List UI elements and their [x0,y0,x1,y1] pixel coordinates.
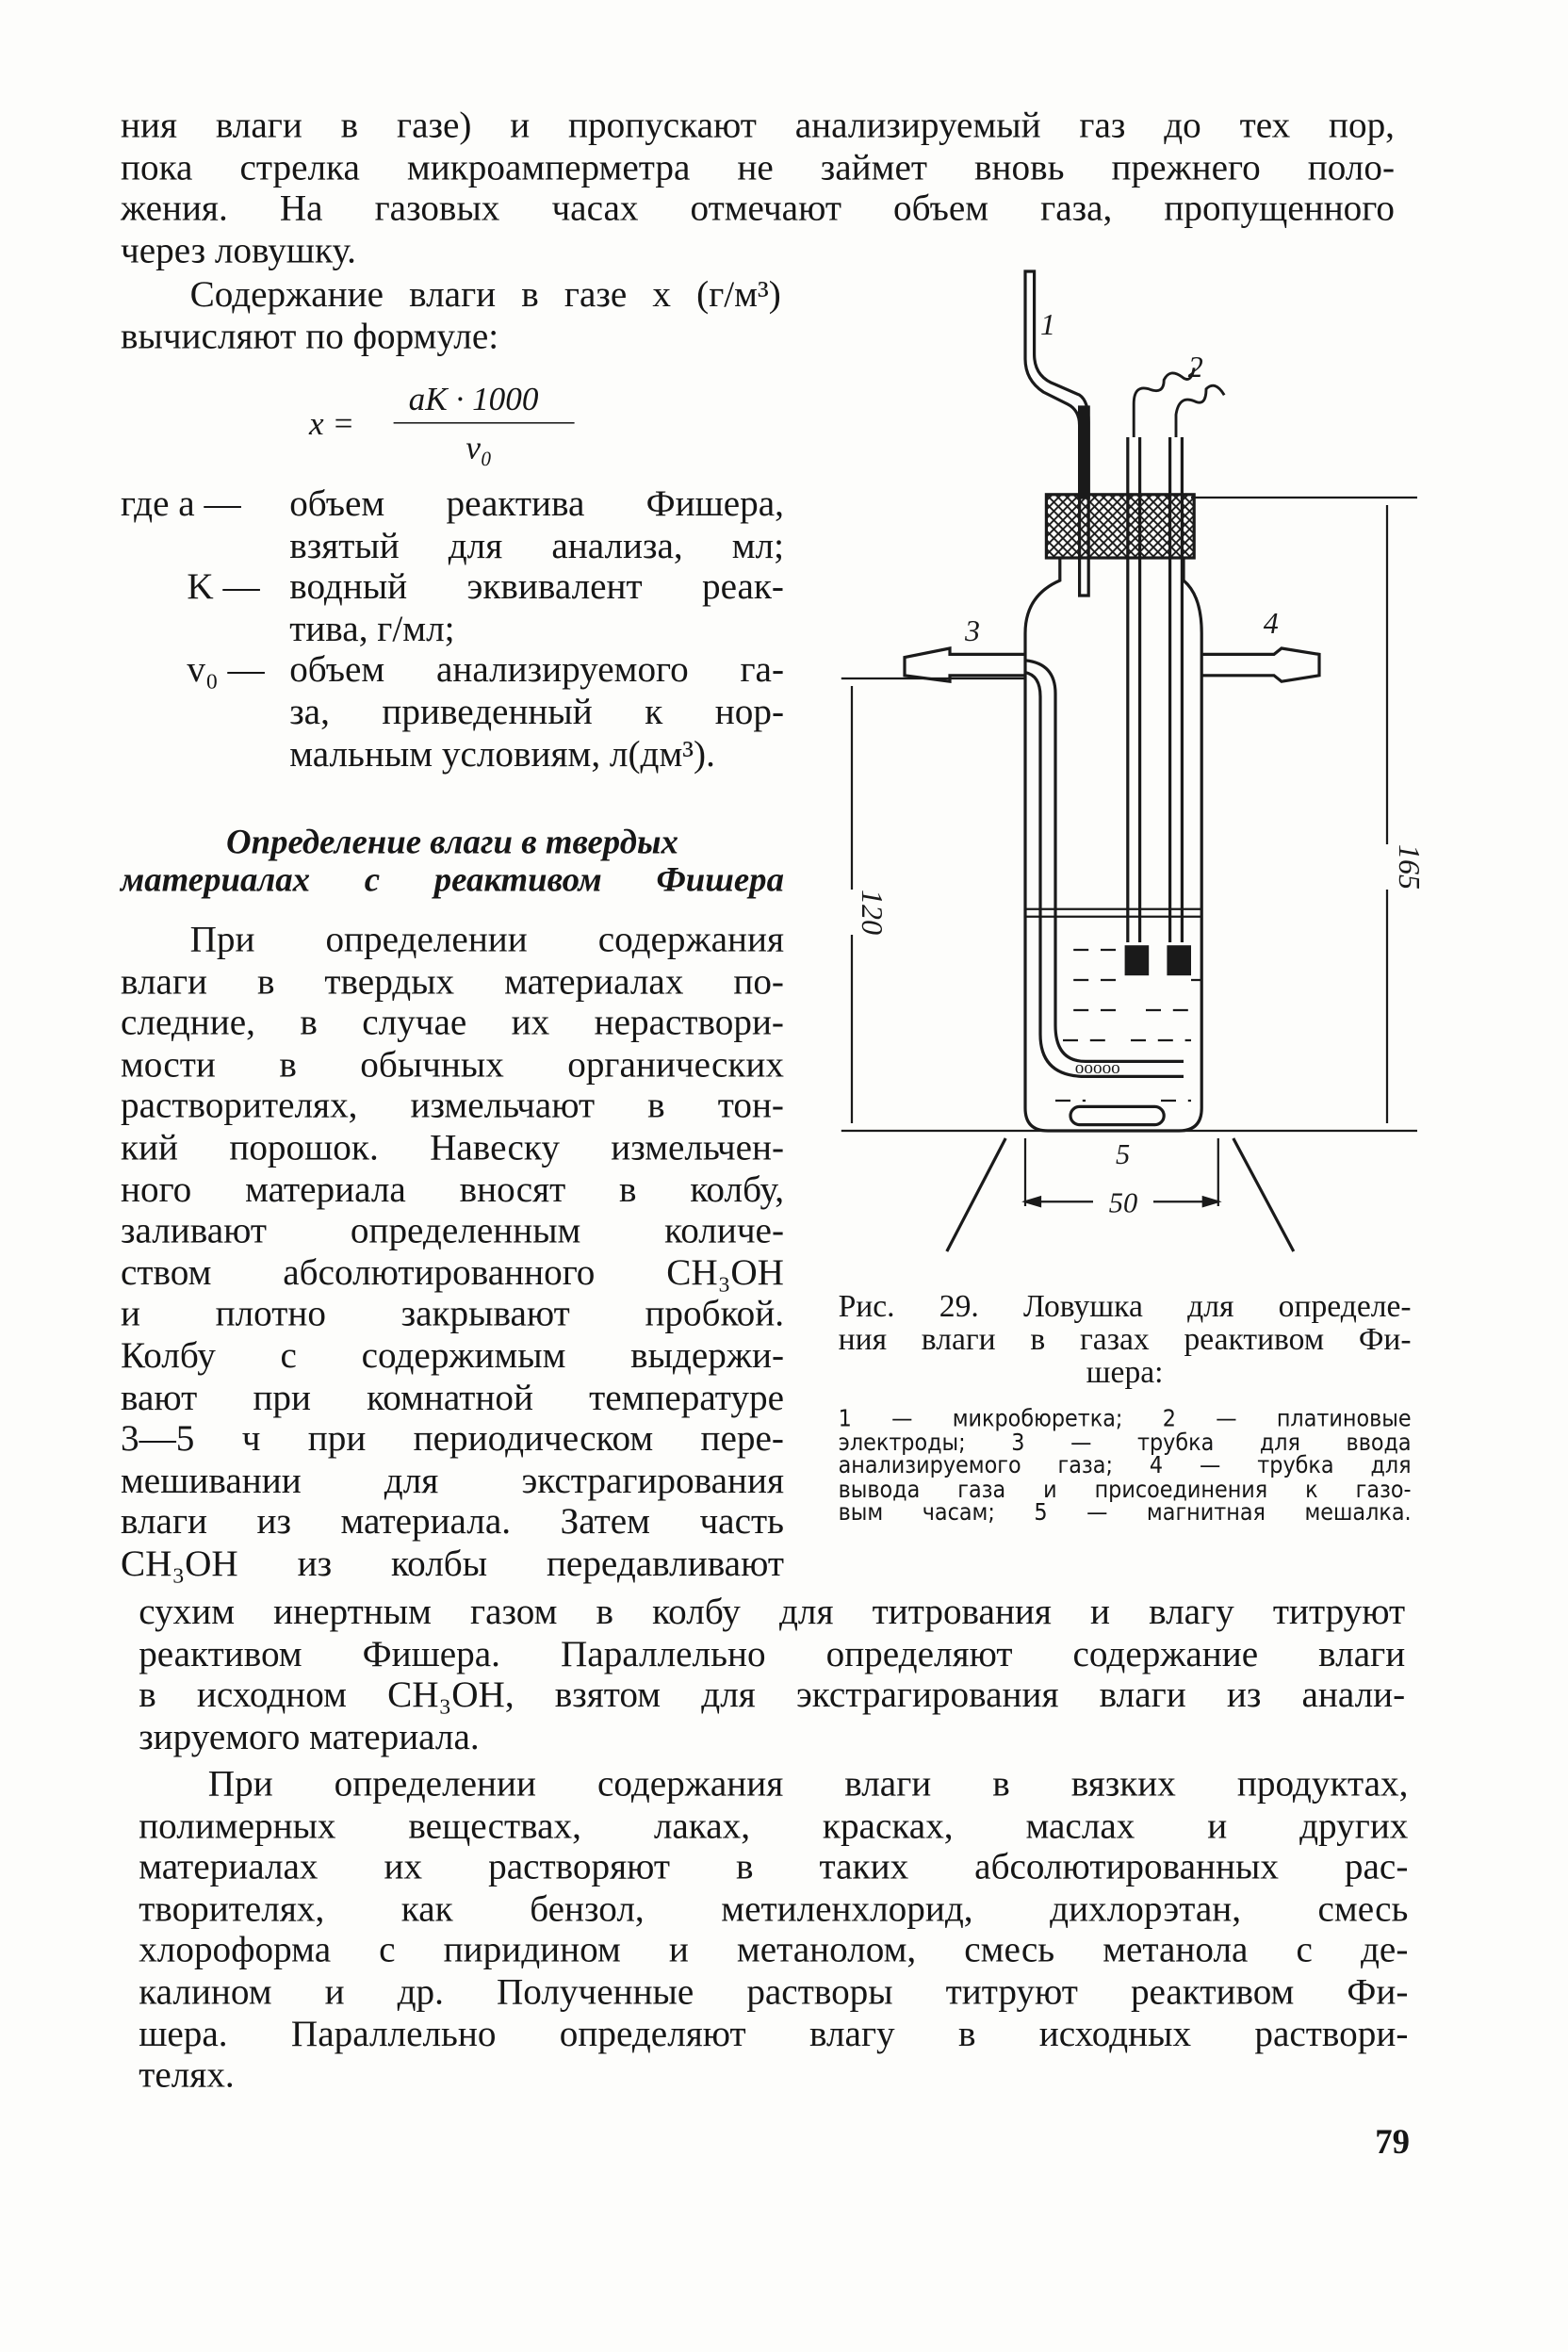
text-line: следние, в случае их нераствори- [121,1003,784,1044]
caption-line: ния влаги в газах реактивом Фи- [838,1320,1412,1357]
stopper [1046,495,1194,558]
legend-line: электроды; 3 — трубка для ввода [838,1429,1412,1456]
text-line: через ловушку. [121,230,356,271]
text-line: и плотно закрывают пробкой. [121,1294,784,1335]
text-line: калином и др. Полученные растворы титруют реактивом Фи- [139,1971,1409,2013]
text-line: реактивом Фишера. Параллельно определяют содержание влаги [139,1633,1406,1674]
text-line: взятый для анализа, мл; [289,525,784,566]
side-tube-inlet [905,648,1025,681]
text-line: объем реактива Фишера, [289,483,784,525]
text-line: влаги в твердых материалах по- [121,961,784,1003]
text-line: жения. На газовых часах отмечают объем газа, пропущенного [121,188,1395,230]
label-1: 1 [1040,307,1055,342]
text-line: вычисляют по формуле: [121,316,499,357]
heading-line: материалах с реактивом Фишера [121,860,784,899]
text-line: влаги из материала. Затем часть [121,1502,784,1544]
text-line: При определении содержания [189,920,785,961]
text-line: ния влаги в газе) и пропускают анализируемый газ до тех пор, [121,106,1395,147]
platinum-electrodes [1126,368,1224,973]
legend-line: вывода газа и присоединения к газо- [838,1475,1412,1503]
legend-line: анализируемого газа; 4 — трубка для [838,1451,1412,1479]
label-5: 5 [1116,1138,1131,1171]
caption-line: шера: [1086,1353,1164,1391]
legend-line: вым часам; 5 — магнитная мешалка. [838,1498,1412,1527]
label-4: 4 [1263,606,1279,640]
def-symbol-a: где a — [121,483,241,525]
text-line: ством абсолютированного CH₃OH [121,1252,784,1294]
text-line: CH₃OH из колбы передавливают [121,1544,784,1585]
text-line: пока стрелка микроамперметра не займет вновь прежнего поло- [121,147,1395,188]
dimension-50: 50 [1108,1186,1138,1219]
figure-legend [838,1405,1412,1527]
bubbler-holes: ooooo [1074,1058,1120,1079]
text-line: Содержание влаги в газе x (г/м³) [189,274,781,316]
burette-scale [1080,407,1089,498]
text-line: вают при комнатной температуре [121,1377,784,1418]
inlet-inner-tube [1025,661,1184,1077]
magnetic-stirrer [1070,1106,1164,1124]
legend-line: 1 — микробюретка; 2 — платиновые [838,1405,1412,1432]
text-line: шера. Параллельно определяют влагу в исходных раствори- [139,2013,1409,2055]
text-line: мости в обычных органических [121,1044,784,1086]
text-line: 3—5 ч при периодическом пере- [121,1418,784,1460]
text-line: материалах их растворяют в таких абсолютированных рас- [139,1847,1409,1888]
text-line: сухим инертным газом в колбу для титрования и влагу титруют [139,1592,1406,1633]
def-symbol-k: K — [187,566,260,608]
heading-line: Определение влаги в твердых [226,823,678,861]
text-line: за, приведенный к нор- [289,692,784,733]
text-line: водный эквивалент реак- [289,566,784,609]
text-line: При определении содержания влаги в вязких продуктах, [207,1764,1409,1805]
formula-denominator: v₀ [466,428,493,466]
text-line: в исходном CH₃OH, взятом для экстрагирования влаги из анали- [139,1674,1406,1717]
text-line: тива, г/мл; [289,609,455,650]
figure-caption [839,1289,1412,1389]
dimension-120: 120 [856,890,890,935]
text-line: зируемого материала. [139,1717,480,1758]
text-line: телях. [139,2055,235,2097]
text-line: объем анализируемого га- [289,650,784,692]
text-line: Колбу с содержимым выдержи- [121,1335,784,1377]
def-symbol-v0: v₀ — [187,649,265,691]
formula-numerator: aK · 1000 [408,380,539,418]
text-line: растворителях, измельчают в тон- [121,1086,784,1127]
caption-line: Рис. 29. Ловушка для определе- [838,1287,1412,1324]
text-line: хлороформа с пиридином и метанолом, смесь метанола с де- [139,1930,1409,1971]
page-number: 79 [1375,2122,1410,2161]
text-line: ного материала вносят в колбу, [121,1168,784,1211]
text-line: творителях, как бензол, метиленхлорид, дихлорэтан, смесь [139,1888,1409,1930]
text-line: мешивании для экстрагирования [121,1460,784,1502]
vessel [1025,558,1201,1131]
side-tube-outlet [1201,648,1319,681]
formula-lhs: x = [309,403,355,442]
dimension-165: 165 [1392,844,1427,890]
label-2: 2 [1187,350,1203,384]
text-line: заливают определенным количе- [121,1211,784,1252]
text-line: мальным условиям, л(дм³). [289,733,715,775]
text-line: кий порошок. Навеску измельчен- [121,1127,784,1168]
label-3: 3 [965,613,980,647]
text-line: полимерных веществах, лаках, красках, маслах и других [139,1805,1409,1847]
